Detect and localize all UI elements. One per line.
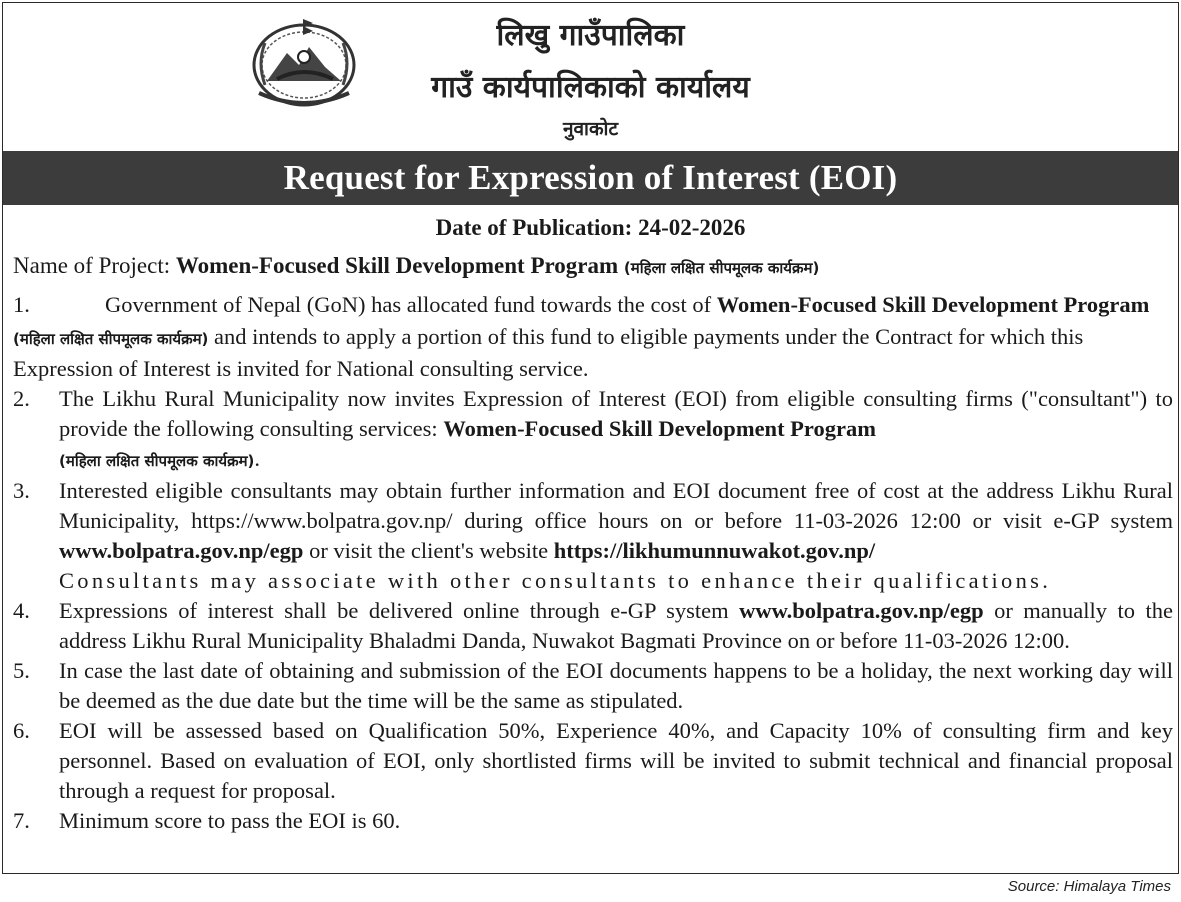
item-text-part: and intends to apply a portion of this fund to eligible payments under the Contract for which this Expression of Interest is invited for National consulting service. <box>13 324 1084 381</box>
list-item <box>13 596 1173 656</box>
item-text <box>59 596 1173 656</box>
municipality-name: लिखु गाउँपालिका <box>496 18 685 53</box>
publication-label: Date of Publication: <box>435 215 633 240</box>
item-number: 2. <box>13 386 30 411</box>
item-text <box>13 292 1149 381</box>
item-text-part: The Likhu Rural Municipality now invites Expression of Interest (EOI) from eligible consulting firms ("consultant") to provide the following consulting services: <box>59 386 1173 441</box>
item-text <box>59 476 1173 596</box>
project-name: Women-Focused Skill Development Program <box>175 253 619 278</box>
publication-date <box>3 215 1178 241</box>
notice-frame <box>2 2 1179 874</box>
item-nepali: (महिला लक्षित सीपमूलक कार्यक्रम) <box>13 330 209 348</box>
list-item <box>13 476 1173 596</box>
eoi-items-list <box>13 290 1173 836</box>
item-text: EOI will be assessed based on Qualification 50%, Experience 40%, and Capacity 10% of consulting firm and key personnel. Based on evaluation of EOI, only shortlisted firms will be invited to submit technical and financial proposal through a request for proposal. <box>59 718 1173 803</box>
district-name: नुवाकोट <box>562 118 619 140</box>
item-bold: www.bolpatra.gov.np/egp <box>739 598 984 623</box>
list-item <box>13 806 1173 836</box>
project-name-nepali: (महिला लक्षित सीपमूलक कार्यक्रम) <box>623 259 820 277</box>
item-bold: Women-Focused Skill Development Program <box>443 416 876 441</box>
list-item <box>13 290 1173 384</box>
item-text: In case the last date of obtaining and submission of the EOI documents happens to be a holiday, the next working day will be deemed as the due date but the time will be the same as stipulated. <box>59 658 1173 713</box>
item-text-part: Expressions of interest shall be delivered online through e-GP system <box>59 598 740 623</box>
item-number: 4. <box>13 598 30 623</box>
item-number: 5. <box>13 658 30 683</box>
notice-header <box>3 3 1178 151</box>
item-text <box>59 384 1173 476</box>
project-name-line <box>13 253 1173 279</box>
list-item <box>13 716 1173 806</box>
item-number: 6. <box>13 718 30 743</box>
item-text-part: or visit the client's website <box>303 538 554 563</box>
list-item <box>13 656 1173 716</box>
item-number: 7. <box>13 808 30 833</box>
item-number: 3. <box>13 478 30 503</box>
item-bold: Women-Focused Skill Development Program <box>716 292 1150 317</box>
office-name: गाउँ कार्यपालिकाको कार्यालय <box>431 70 750 105</box>
item-bold: www.bolpatra.gov.np/egp <box>59 538 304 563</box>
item-nepali: (महिला लक्षित सीपमूलक कार्यक्रम) <box>59 452 255 470</box>
item-number: 1. <box>13 292 30 317</box>
publication-date-value: 24-02-2026 <box>638 215 746 240</box>
item-bold: https://likhumunnuwakot.gov.np/ <box>553 538 876 563</box>
source-credit: Source: Himalaya Times <box>1007 878 1171 895</box>
item-text: Minimum score to pass the EOI is 60. <box>59 808 401 833</box>
notice-title: Request for Expression of Interest (EOI) <box>3 151 1178 205</box>
item-text-part: . <box>254 446 261 471</box>
item-text-part: Consultants may associate with other consultants to enhance their qualifications. <box>59 568 1052 593</box>
item-text-part: Interested eligible consultants may obtain further information and EOI document free of cost at the address Likhu Rural Municipality, https://www.bolpatra.gov.np/ during office hours on or before 11-03-2026 12:00 or visit e-GP system <box>59 478 1173 533</box>
item-text-part: Government of Nepal (GoN) has allocated fund towards the cost of <box>105 292 717 317</box>
item-text-part: or manually to the address Likhu Rural Municipality Bhaladmi Danda, Nuwakot Bagmati Province on or before 11-03-2026 12:00. <box>59 598 1173 653</box>
list-item <box>13 384 1173 476</box>
project-label: Name of Project: <box>13 253 171 278</box>
